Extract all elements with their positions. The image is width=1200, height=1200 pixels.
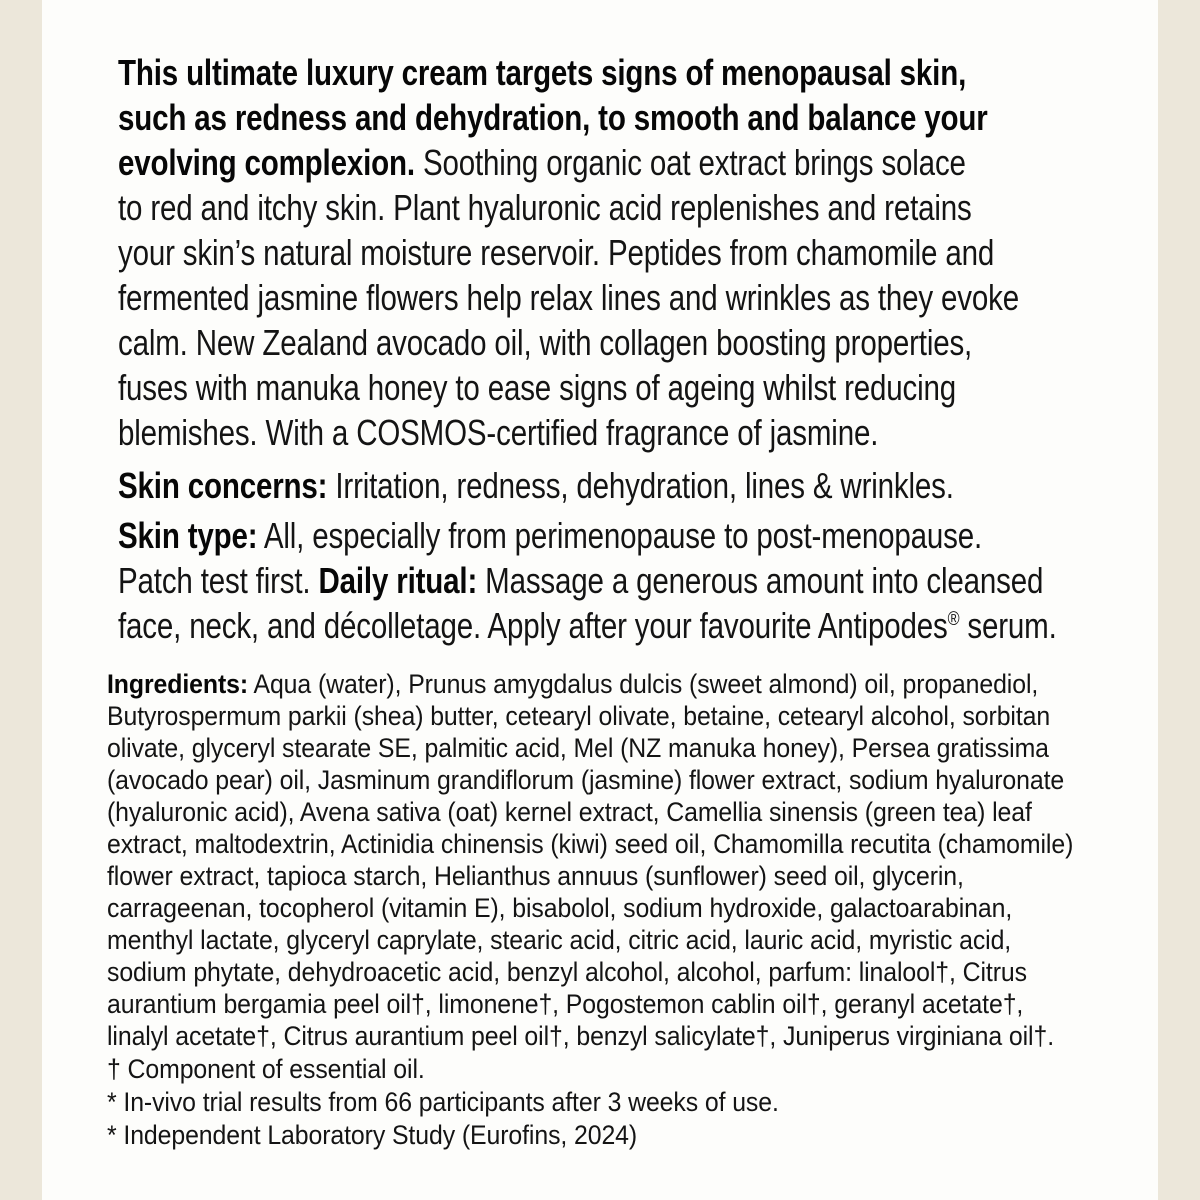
text-segment: serum. <box>959 605 1057 646</box>
text-segment: olivate, glyceryl stearate SE, palmitic acid, Mel (NZ manuka honey), Persea gratissima <box>107 733 1049 763</box>
text-line <box>107 956 1074 988</box>
bold-text-segment: This ultimate luxury cream targets signs of menopausal skin, <box>118 52 967 93</box>
text-line <box>118 320 971 365</box>
paragraph-skin-concerns <box>118 463 971 508</box>
text-line <box>118 185 971 230</box>
text-line <box>118 95 988 140</box>
paragraph-skin-type-ritual <box>118 513 1057 648</box>
bold-text-segment: evolving complexion. <box>118 142 415 183</box>
text-segment: fuses with manuka honey to ease signs of ageing whilst reducing <box>118 367 957 408</box>
bold-text-segment: Skin type: <box>118 515 258 556</box>
text-line <box>118 140 971 185</box>
text-line <box>107 1053 1074 1086</box>
text-line <box>118 50 971 95</box>
text-segment: face, neck, and décolletage. Apply after your favourite Antipodes <box>118 605 948 646</box>
text-line <box>107 700 1074 732</box>
text-line <box>107 668 1074 700</box>
text-segment: Irritation, redness, dehydration, lines & wrinkles. <box>327 465 954 506</box>
text-segment: sodium phytate, dehydroacetic acid, benzyl alcohol, alcohol, parfum: linalool†, Citrus <box>107 957 1027 987</box>
text-segment: menthyl lactate, glyceryl caprylate, stearic acid, citric acid, lauric acid, myristic acid, <box>107 925 1012 955</box>
bold-text-segment: Skin concerns: <box>118 465 328 506</box>
text-segment: fermented jasmine flowers help relax lines and wrinkles as they evoke <box>118 277 1019 318</box>
text-segment: All, especially from perimenopause to post-menopause. <box>257 515 983 556</box>
text-line <box>118 275 1019 320</box>
text-line <box>107 1020 1074 1052</box>
text-line <box>118 558 1044 603</box>
right-margin-strip <box>1158 0 1200 1200</box>
text-segment: (hyaluronic acid), Avena sativa (oat) kernel extract, Camellia sinensis (green tea) leaf <box>107 797 1032 827</box>
text-line <box>107 796 1074 828</box>
paragraph-intro-description <box>118 50 1019 455</box>
text-segment: calm. New Zealand avocado oil, with collagen boosting properties, <box>118 322 973 363</box>
text-line <box>118 463 971 508</box>
superscript-segment: ® <box>947 608 960 630</box>
text-segment: extract, maltodextrin, Actinidia chinensis (kiwi) seed oil, Chamomilla recutita (chamomile) <box>107 829 1074 859</box>
text-segment: Soothing organic oat extract brings solace <box>414 142 966 183</box>
text-line <box>107 924 1074 956</box>
bold-text-segment: Ingredients: <box>107 669 249 699</box>
text-line <box>118 230 995 275</box>
text-line <box>107 764 1074 796</box>
text-line <box>107 1119 1074 1152</box>
text-line <box>107 1086 1074 1119</box>
text-segment: Butyrospermum parkii (shea) butter, cetearyl olivate, betaine, cetearyl alcohol, sorbitan <box>107 701 1051 731</box>
text-segment: Patch test first. <box>118 560 319 601</box>
text-segment: * In-vivo trial results from 66 participants after 3 weeks of use. <box>107 1087 779 1117</box>
text-line <box>118 603 1057 648</box>
bold-text-segment: Daily ritual: <box>318 560 478 601</box>
description-panel <box>42 0 1158 1200</box>
text-segment: (avocado pear) oil, Jasminum grandiflorum (jasmine) flower extract, sodium hyaluronate <box>107 765 1065 795</box>
text-segment: blemishes. With a COSMOS-certified fragrance of jasmine. <box>118 412 879 453</box>
text-segment: to red and itchy skin. Plant hyaluronic acid replenishes and retains <box>118 187 972 228</box>
text-segment: * Independent Laboratory Study (Eurofins, 2024) <box>107 1120 638 1150</box>
paragraph-ingredients <box>107 668 1074 1052</box>
bold-text-segment: such as redness and dehydration, to smooth and balance your <box>118 97 988 138</box>
text-segment: linalyl acetate†, Citrus aurantium peel oil†, benzyl salicylate†, Juniperus virginiana oil†. <box>107 1021 1055 1051</box>
text-line <box>107 828 1074 860</box>
text-segment: carrageenan, tocopherol (vitamin E), bisabolol, sodium hydroxide, galactoarabinan, <box>107 893 1013 923</box>
text-line <box>118 410 971 455</box>
text-line <box>107 732 1074 764</box>
text-segment: Aqua (water), Prunus amygdalus dulcis (sweet almond) oil, propanediol, <box>248 669 1039 699</box>
paragraph-footnotes <box>107 1053 1074 1152</box>
text-line <box>118 513 983 558</box>
text-line <box>118 365 971 410</box>
text-line <box>107 892 1074 924</box>
text-segment: flower extract, tapioca starch, Helianthus annuus (sunflower) seed oil, glycerin, <box>107 861 964 891</box>
text-segment: aurantium bergamia peel oil†, limonene†, Pogostemon cablin oil†, geranyl acetate†, <box>107 989 1024 1019</box>
text-line <box>107 860 1074 892</box>
text-segment: † Component of essential oil. <box>107 1054 425 1084</box>
text-segment: your skin’s natural moisture reservoir. Peptides from chamomile and <box>118 232 995 273</box>
text-segment: Massage a generous amount into cleansed <box>477 560 1044 601</box>
left-margin-strip <box>0 0 42 1200</box>
text-line <box>107 988 1074 1020</box>
